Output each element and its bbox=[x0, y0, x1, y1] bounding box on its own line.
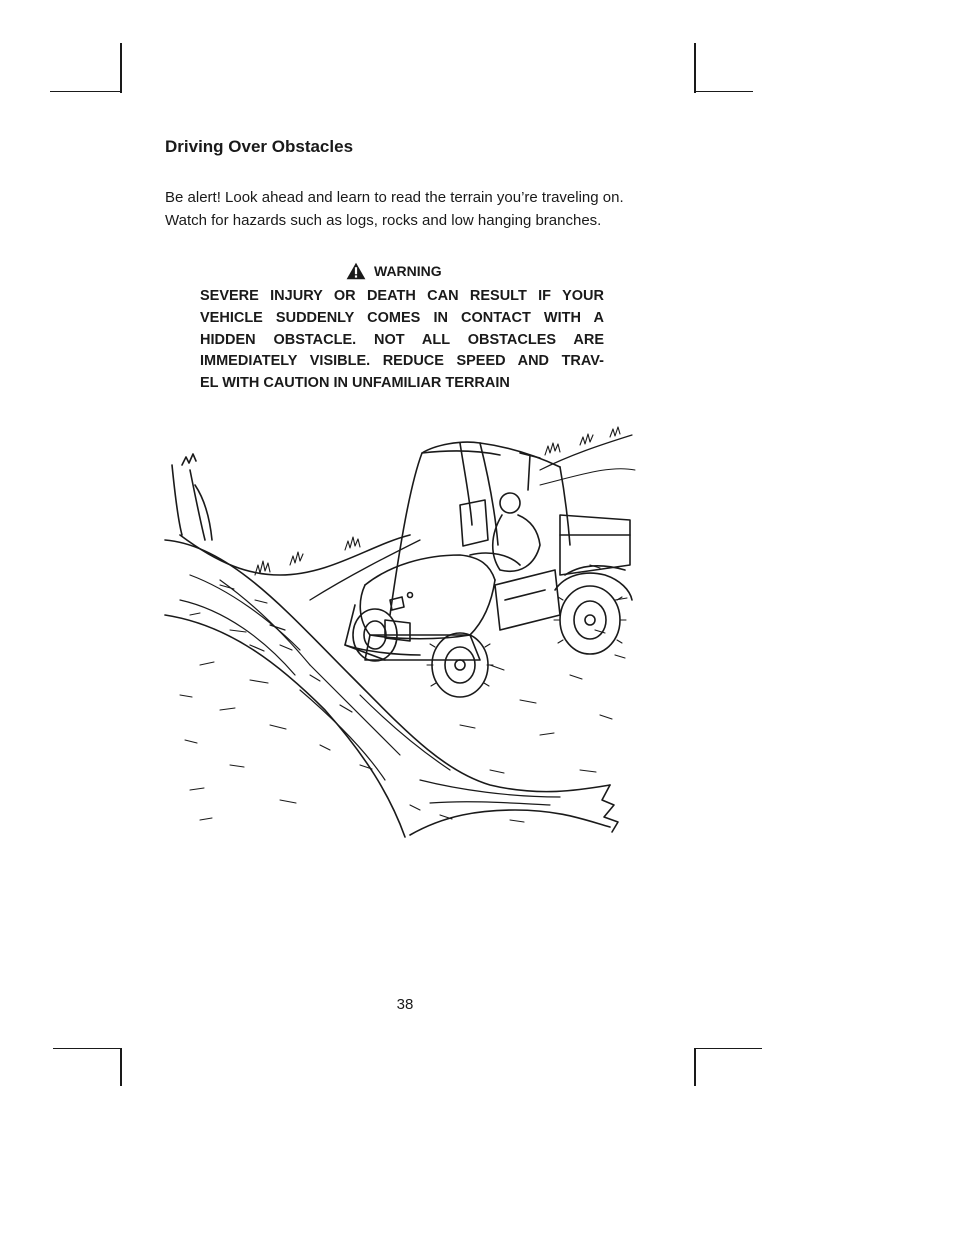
crop-mark-top-right-v bbox=[694, 43, 696, 93]
crop-mark-bottom-right-v bbox=[694, 1048, 696, 1086]
warning-header bbox=[346, 262, 442, 280]
crop-mark-top-left-h bbox=[50, 91, 122, 92]
page-number: 38 bbox=[396, 996, 414, 1013]
crop-mark-top-right-h bbox=[695, 91, 753, 92]
warning-line: VEHICLE SUDDENLY COMES IN CONTACT WITH A bbox=[200, 309, 604, 326]
warning-triangle-icon bbox=[346, 262, 366, 280]
crop-mark-bottom-left-h bbox=[53, 1048, 122, 1049]
warning-title: WARNING bbox=[374, 263, 442, 279]
utility-vehicle-log-illustration bbox=[160, 425, 640, 840]
section-heading: Driving Over Obstacles bbox=[165, 137, 354, 156]
warning-line: SEVERE INJURY OR DEATH CAN RESULT IF YOUR bbox=[200, 288, 604, 304]
warning-line: EL WITH CAUTION IN UNFAMILIAR TERRAIN bbox=[200, 375, 510, 392]
intro-line: Be alert! Look ahead and learn to read the terrain you’re traveling on. bbox=[165, 189, 624, 206]
warning-line: HIDDEN OBSTACLE. NOT ALL OBSTACLES ARE bbox=[200, 331, 604, 348]
crop-mark-bottom-right-h bbox=[695, 1048, 762, 1049]
intro-line: Watch for hazards such as logs, rocks and low hanging branches. bbox=[165, 212, 602, 229]
intro-paragraph bbox=[165, 186, 665, 232]
warning-text bbox=[200, 286, 604, 395]
warning-line: IMMEDIATELY VISIBLE. REDUCE SPEED AND TRAV- bbox=[200, 353, 604, 370]
crop-mark-top-left-v bbox=[120, 43, 122, 93]
crop-mark-bottom-left-v bbox=[120, 1048, 122, 1086]
